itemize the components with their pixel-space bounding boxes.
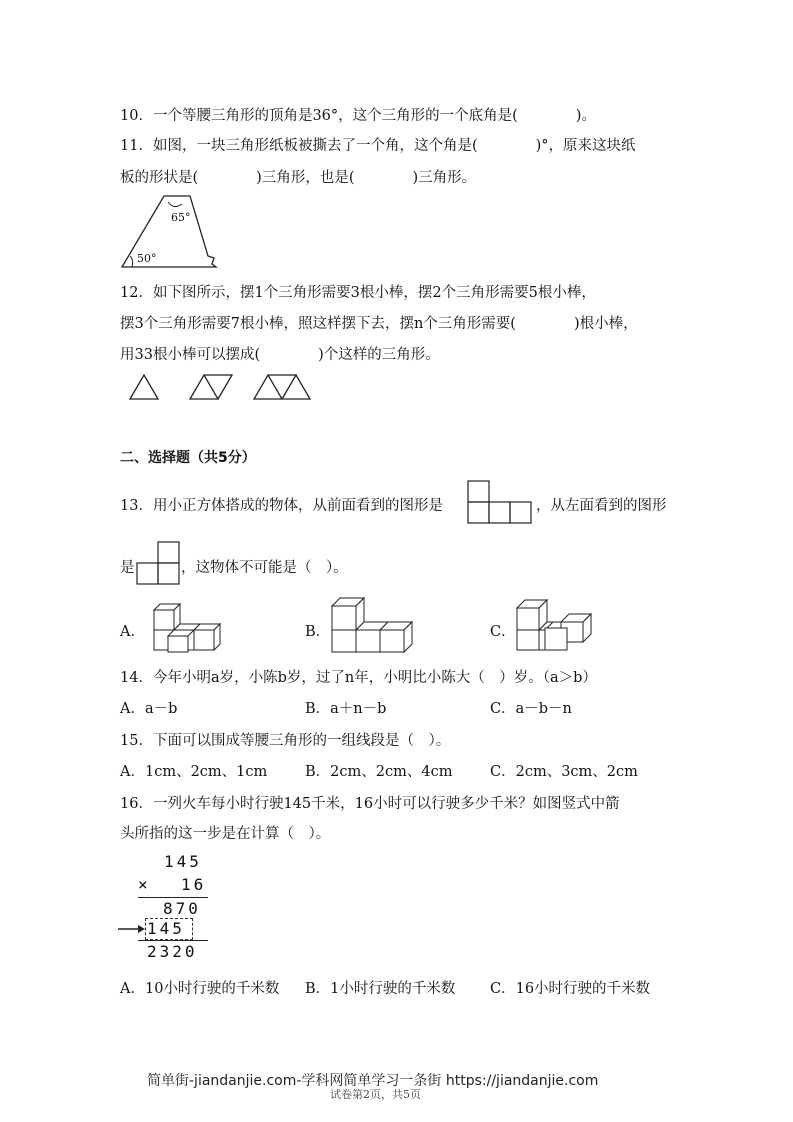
torn-triangle-figure	[118, 192, 228, 272]
calc-row-multiplicand: 145	[164, 852, 202, 871]
question-11-line-2: 板的形状是( )三角形，也是( )三角形。	[120, 170, 477, 186]
calc-row-partial-1: 870	[163, 899, 201, 918]
cube-figure-c	[515, 598, 601, 654]
question-13-line-2b: ，这物体不可能是（ ）。	[181, 560, 348, 576]
question-13-line-1b: ，从左面看到的图形	[536, 498, 667, 514]
angle-label-65: 65°	[171, 211, 191, 224]
question-14: 14．今年小明a岁，小陈b岁，过了n年，小明比小陈大（ ）岁。（a＞b）	[120, 670, 597, 686]
q14-option-a[interactable]: A．a－b	[120, 701, 178, 717]
q15-option-b[interactable]: B．2cm、2cm、4cm	[305, 764, 453, 780]
calc-times-sign: ×	[138, 875, 151, 894]
front-view-figure	[467, 480, 537, 524]
question-13-line-2a: 是	[120, 560, 135, 576]
q16-option-b[interactable]: B．1小时行驶的千米数	[305, 981, 456, 997]
cube-figure-b	[330, 596, 416, 654]
q15-option-a[interactable]: A．1cm、2cm、1cm	[120, 764, 268, 780]
question-12-line-2: 摆3个三角形需要7根小棒，照这样摆下去，摆n个三角形需要( )根小棒，	[120, 316, 638, 332]
calc-rule-1	[138, 897, 208, 898]
q16-option-c[interactable]: C．16小时行驶的千米数	[490, 981, 651, 997]
left-view-figure	[136, 541, 182, 585]
page-number: 试卷第2页，共5页	[330, 1088, 421, 1101]
q15-option-c[interactable]: C．2cm、3cm、2cm	[490, 764, 638, 780]
question-11-line-1: 11．如图，一块三角形纸板被撕去了一个角，这个角是( )°，原来这块纸	[120, 138, 636, 154]
calc-row-partial-2: 145	[147, 919, 185, 938]
triangle-pattern-figure	[126, 372, 326, 402]
q16-option-a[interactable]: A．10小时行驶的千米数	[120, 981, 280, 997]
q14-option-c[interactable]: C．a－b－n	[490, 701, 572, 717]
question-15: 15．下面可以围成等腰三角形的一组线段是（ ）。	[120, 733, 451, 749]
angle-label-50: 50°	[137, 252, 157, 265]
calc-row-product: 2320	[147, 942, 198, 961]
question-16-line-2: 头所指的这一步是在计算（ ）。	[120, 826, 331, 842]
question-12-line-1: 12．如下图所示，摆1个三角形需要3根小棒，摆2个三角形需要5根小棒，	[120, 285, 596, 301]
q14-option-b[interactable]: B．a＋n－b	[305, 701, 387, 717]
calc-rule-2	[138, 940, 208, 941]
arrow-icon	[118, 923, 146, 935]
q13-option-b[interactable]: B．	[305, 624, 331, 640]
q13-option-c[interactable]: C．	[490, 624, 516, 640]
cube-figure-a	[150, 598, 222, 654]
calc-row-multiplier: 16	[181, 875, 207, 894]
question-13-line-1a: 13．用小正方体搭成的物体，从前面看到的图形是	[120, 498, 443, 514]
footer-watermark: 简单街-jiandanjie.com-学科网简单学习一条街 https://jiandanjie.com	[147, 1073, 599, 1089]
question-10: 10．一个等腰三角形的顶角是36°，这个三角形的一个底角是( )。	[120, 108, 596, 124]
question-12-line-3: 用33根小棒可以摆成( )个这样的三角形。	[120, 347, 440, 363]
section-2-title: 二、选择题（共5分）	[120, 450, 256, 466]
question-16-line-1: 16．一列火车每小时行驶145千米，16小时可以行驶多少千米？如图竖式中箭	[120, 796, 620, 812]
q13-option-a[interactable]: A．	[120, 624, 145, 640]
